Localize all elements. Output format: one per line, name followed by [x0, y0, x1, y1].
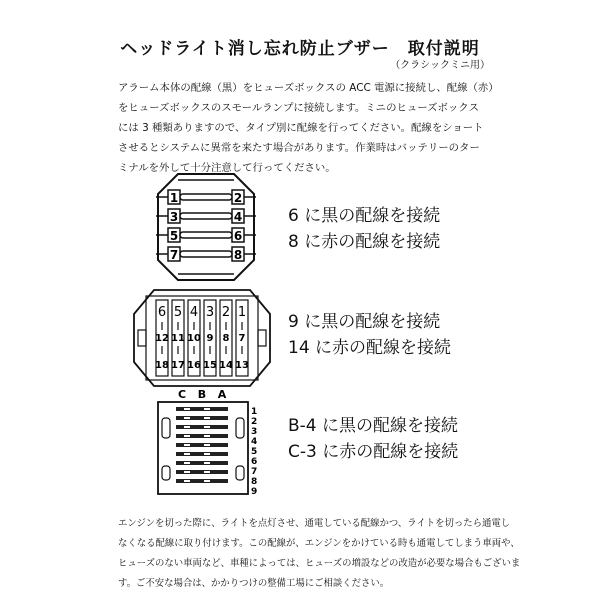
fuse-label: 3: [169, 210, 179, 224]
column-label: A: [217, 388, 227, 401]
fuse-label: 6: [157, 305, 167, 320]
footer-line: なくなる配線に取り付けます。この配線が、エンジンをかけている時も通電してしまう車両や、: [118, 538, 520, 549]
intro-line: には 3 種類ありますので、タイプ別に配線を行ってください。配線をショート: [118, 122, 484, 134]
fusebox3-caption: [288, 413, 458, 465]
column-label: C: [177, 388, 187, 401]
fuse-label: 17: [171, 360, 185, 371]
fuse-label: 4: [233, 210, 243, 224]
fusebox-type2-diagram: [132, 288, 272, 388]
caption-line: 9 に黒の配線を接続: [288, 312, 441, 332]
footer-line: エンジンを切った際に、ライトを点灯させ、通電している配線かつ、ライトを切ったら通電し: [118, 518, 511, 529]
fusebox2-caption: [288, 309, 451, 361]
row-label: 9: [251, 487, 258, 497]
fuse-label: 11: [171, 333, 185, 344]
row-label: 1: [251, 407, 258, 417]
row-label: 2: [251, 417, 258, 427]
fuse-label: 2: [233, 191, 243, 205]
fuse-label: 10: [187, 333, 201, 344]
column-label: B: [197, 388, 207, 401]
fusebox1-caption: [288, 203, 440, 255]
row-label: 6: [251, 457, 258, 467]
row-label: 8: [251, 477, 258, 487]
caption-line: B-4 に黒の配線を接続: [288, 416, 459, 436]
caption-line: C-3 に赤の配線を接続: [288, 442, 459, 462]
fuse-label: 15: [203, 360, 217, 371]
fuse-label: 12: [155, 333, 169, 344]
intro-line: ミナルを外して十分注意して行ってください。: [118, 162, 336, 174]
caption-line: 6 に黒の配線を接続: [288, 206, 441, 226]
intro-line: させるとシステムに異常を来たす場合があります。作業時はバッテリーのター: [118, 142, 480, 154]
fuse-label: 3: [205, 305, 215, 320]
fuse-label: 8: [222, 333, 230, 344]
fuse-label: 7: [169, 248, 179, 262]
fuse-label: 16: [187, 360, 201, 371]
fusebox-type3-diagram: [154, 388, 266, 500]
fuse-label: 9: [206, 333, 214, 344]
page-title: ヘッドライト消し忘れ防止ブザー 取付説明: [120, 39, 480, 59]
fuse-label: 18: [155, 360, 169, 371]
fuse-label: 1: [169, 191, 179, 205]
page-subtitle: （クラシックミニ用）: [390, 60, 490, 71]
fuse-label: 5: [169, 229, 179, 243]
row-label: 5: [251, 447, 258, 457]
row-label: 3: [251, 427, 258, 437]
fuse-label: 8: [233, 248, 243, 262]
footer-note: [118, 514, 521, 594]
fuse-label: 6: [233, 229, 243, 243]
intro-line: アラーム本体の配線（黒）をヒューズボックスの ACC 電源に接続し、配線（赤）: [118, 82, 499, 94]
caption-line: 14 に赤の配線を接続: [288, 338, 452, 358]
row-label: 4: [251, 437, 258, 447]
intro-line: をヒューズボックスのスモールランプに接続します。ミニのヒューズボックス: [118, 102, 479, 114]
fuse-label: 1: [237, 305, 247, 320]
fuse-label: 13: [235, 360, 249, 371]
footer-line: ヒューズのない車両など、車種によっては、ヒューズの増設などの改造が必要な場合もございま: [118, 558, 521, 569]
caption-line: 8 に赤の配線を接続: [288, 232, 441, 252]
intro-text: [118, 78, 499, 178]
fuse-label: 2: [221, 305, 231, 320]
fusebox-type1-diagram: [150, 170, 262, 285]
fuse-label: 14: [219, 360, 233, 371]
fuse-label: 7: [238, 333, 246, 344]
footer-line: す。ご不安な場合は、かかりつけの整備工場にご相談ください。: [118, 578, 390, 589]
row-label: 7: [251, 467, 258, 477]
fuse-label: 4: [189, 305, 199, 320]
fuse-label: 5: [173, 305, 183, 320]
